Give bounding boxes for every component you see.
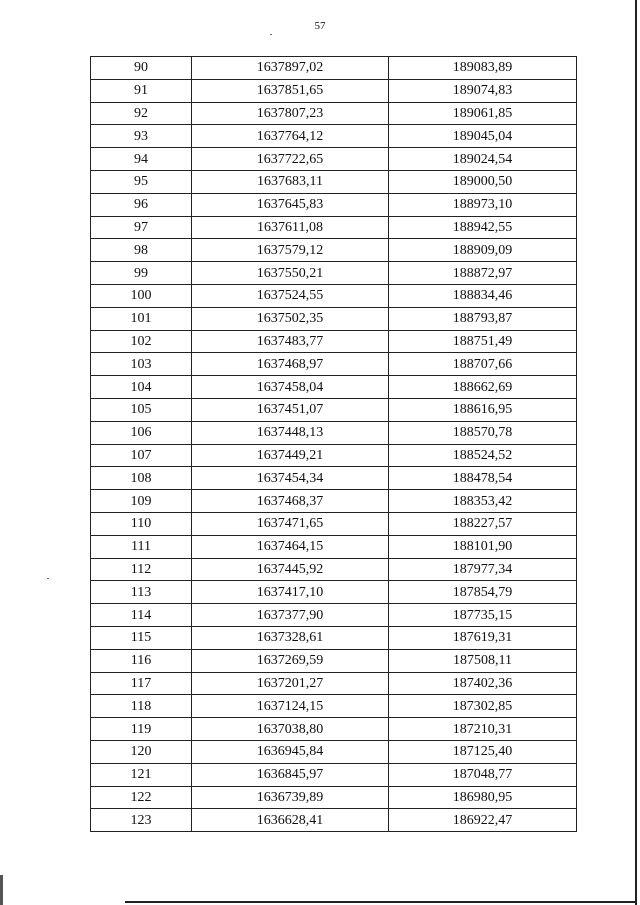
y-coordinate-cell: 187210,31 [389, 718, 577, 741]
x-coordinate-cell: 1636845,97 [192, 763, 389, 786]
x-coordinate-cell: 1637645,83 [192, 193, 389, 216]
y-coordinate-cell: 188478,54 [389, 467, 577, 490]
y-coordinate-cell: 188570,78 [389, 421, 577, 444]
point-number-cell: 112 [91, 558, 192, 581]
table-row [91, 626, 577, 649]
y-coordinate-cell: 189061,85 [389, 102, 577, 125]
table-row [91, 193, 577, 216]
table-row [91, 421, 577, 444]
point-number-cell: 92 [91, 102, 192, 125]
point-number-cell: 118 [91, 695, 192, 718]
point-number-cell: 119 [91, 718, 192, 741]
point-number-cell: 108 [91, 467, 192, 490]
table-row [91, 763, 577, 786]
x-coordinate-cell: 1637328,61 [192, 626, 389, 649]
table-row [91, 740, 577, 763]
point-number-cell: 105 [91, 398, 192, 421]
x-coordinate-cell: 1637448,13 [192, 421, 389, 444]
point-number-cell: 111 [91, 535, 192, 558]
table-row [91, 284, 577, 307]
y-coordinate-cell: 187735,15 [389, 604, 577, 627]
x-coordinate-cell: 1637722,65 [192, 148, 389, 171]
x-coordinate-cell: 1636628,41 [192, 809, 389, 832]
y-coordinate-cell: 187302,85 [389, 695, 577, 718]
table-row [91, 125, 577, 148]
x-coordinate-cell: 1637201,27 [192, 672, 389, 695]
y-coordinate-cell: 188616,95 [389, 398, 577, 421]
x-coordinate-cell: 1637524,55 [192, 284, 389, 307]
x-coordinate-cell: 1637550,21 [192, 262, 389, 285]
point-number-cell: 109 [91, 490, 192, 513]
point-number-cell: 90 [91, 57, 192, 80]
page-border-left-mark [0, 875, 3, 905]
y-coordinate-cell: 188101,90 [389, 535, 577, 558]
x-coordinate-cell: 1637471,65 [192, 512, 389, 535]
table-row [91, 672, 577, 695]
table-row [91, 786, 577, 809]
y-coordinate-cell: 188707,66 [389, 353, 577, 376]
point-number-cell: 110 [91, 512, 192, 535]
point-number-cell: 94 [91, 148, 192, 171]
table-row [91, 649, 577, 672]
scan-speck [47, 578, 49, 579]
point-number-cell: 91 [91, 79, 192, 102]
table-row [91, 718, 577, 741]
x-coordinate-cell: 1636739,89 [192, 786, 389, 809]
point-number-cell: 106 [91, 421, 192, 444]
x-coordinate-cell: 1637851,65 [192, 79, 389, 102]
y-coordinate-cell: 187854,79 [389, 581, 577, 604]
point-number-cell: 99 [91, 262, 192, 285]
y-coordinate-cell: 189024,54 [389, 148, 577, 171]
x-coordinate-cell: 1637611,08 [192, 216, 389, 239]
table-row [91, 102, 577, 125]
x-coordinate-cell: 1637468,37 [192, 490, 389, 513]
x-coordinate-cell: 1637807,23 [192, 102, 389, 125]
y-coordinate-cell: 189074,83 [389, 79, 577, 102]
table-row [91, 262, 577, 285]
table-row [91, 604, 577, 627]
table-row [91, 444, 577, 467]
point-number-cell: 95 [91, 170, 192, 193]
point-number-cell: 116 [91, 649, 192, 672]
point-number-cell: 120 [91, 740, 192, 763]
point-number-cell: 104 [91, 376, 192, 399]
table-row [91, 148, 577, 171]
y-coordinate-cell: 189000,50 [389, 170, 577, 193]
x-coordinate-cell: 1637683,11 [192, 170, 389, 193]
page-border-right [635, 0, 637, 905]
point-number-cell: 121 [91, 763, 192, 786]
y-coordinate-cell: 188524,52 [389, 444, 577, 467]
table-row [91, 57, 577, 80]
point-number-cell: 102 [91, 330, 192, 353]
x-coordinate-cell: 1636945,84 [192, 740, 389, 763]
table-row [91, 330, 577, 353]
y-coordinate-cell: 187048,77 [389, 763, 577, 786]
table-row [91, 353, 577, 376]
point-number-cell: 114 [91, 604, 192, 627]
y-coordinate-cell: 188227,57 [389, 512, 577, 535]
page-border-bottom [125, 901, 637, 903]
table-row [91, 376, 577, 399]
x-coordinate-cell: 1637038,80 [192, 718, 389, 741]
x-coordinate-cell: 1637483,77 [192, 330, 389, 353]
table-row [91, 558, 577, 581]
y-coordinate-cell: 188909,09 [389, 239, 577, 262]
y-coordinate-cell: 188973,10 [389, 193, 577, 216]
point-number-cell: 98 [91, 239, 192, 262]
x-coordinate-cell: 1637468,97 [192, 353, 389, 376]
x-coordinate-cell: 1637458,04 [192, 376, 389, 399]
y-coordinate-cell: 187508,11 [389, 649, 577, 672]
table-row [91, 239, 577, 262]
point-number-cell: 96 [91, 193, 192, 216]
point-number-cell: 97 [91, 216, 192, 239]
x-coordinate-cell: 1637464,15 [192, 535, 389, 558]
point-number-cell: 117 [91, 672, 192, 695]
table-row [91, 467, 577, 490]
table-row [91, 512, 577, 535]
y-coordinate-cell: 188942,55 [389, 216, 577, 239]
x-coordinate-cell: 1637897,02 [192, 57, 389, 80]
table-row [91, 535, 577, 558]
y-coordinate-cell: 186922,47 [389, 809, 577, 832]
point-number-cell: 123 [91, 809, 192, 832]
x-coordinate-cell: 1637502,35 [192, 307, 389, 330]
y-coordinate-cell: 188793,87 [389, 307, 577, 330]
point-number-cell: 93 [91, 125, 192, 148]
table-row [91, 79, 577, 102]
point-number-cell: 107 [91, 444, 192, 467]
x-coordinate-cell: 1637454,34 [192, 467, 389, 490]
y-coordinate-cell: 188872,97 [389, 262, 577, 285]
table-row [91, 581, 577, 604]
x-coordinate-cell: 1637764,12 [192, 125, 389, 148]
point-number-cell: 115 [91, 626, 192, 649]
table-row [91, 216, 577, 239]
x-coordinate-cell: 1637449,21 [192, 444, 389, 467]
y-coordinate-cell: 187977,34 [389, 558, 577, 581]
coordinates-table-body [91, 57, 577, 832]
table-row [91, 307, 577, 330]
coordinates-table [90, 56, 577, 832]
y-coordinate-cell: 189045,04 [389, 125, 577, 148]
x-coordinate-cell: 1637417,10 [192, 581, 389, 604]
x-coordinate-cell: 1637269,59 [192, 649, 389, 672]
point-number-cell: 122 [91, 786, 192, 809]
table-row [91, 170, 577, 193]
x-coordinate-cell: 1637377,90 [192, 604, 389, 627]
table-row [91, 490, 577, 513]
y-coordinate-cell: 188353,42 [389, 490, 577, 513]
y-coordinate-cell: 188834,46 [389, 284, 577, 307]
y-coordinate-cell: 188662,69 [389, 376, 577, 399]
x-coordinate-cell: 1637124,15 [192, 695, 389, 718]
y-coordinate-cell: 188751,49 [389, 330, 577, 353]
y-coordinate-cell: 187125,40 [389, 740, 577, 763]
table-row [91, 695, 577, 718]
x-coordinate-cell: 1637579,12 [192, 239, 389, 262]
page-number: 57 [314, 20, 326, 32]
table-row [91, 809, 577, 832]
y-coordinate-cell: 189083,89 [389, 57, 577, 80]
y-coordinate-cell: 187619,31 [389, 626, 577, 649]
point-number-cell: 113 [91, 581, 192, 604]
scan-speck [270, 34, 272, 35]
x-coordinate-cell: 1637451,07 [192, 398, 389, 421]
point-number-cell: 100 [91, 284, 192, 307]
y-coordinate-cell: 187402,36 [389, 672, 577, 695]
point-number-cell: 103 [91, 353, 192, 376]
point-number-cell: 101 [91, 307, 192, 330]
table-row [91, 398, 577, 421]
x-coordinate-cell: 1637445,92 [192, 558, 389, 581]
y-coordinate-cell: 186980,95 [389, 786, 577, 809]
